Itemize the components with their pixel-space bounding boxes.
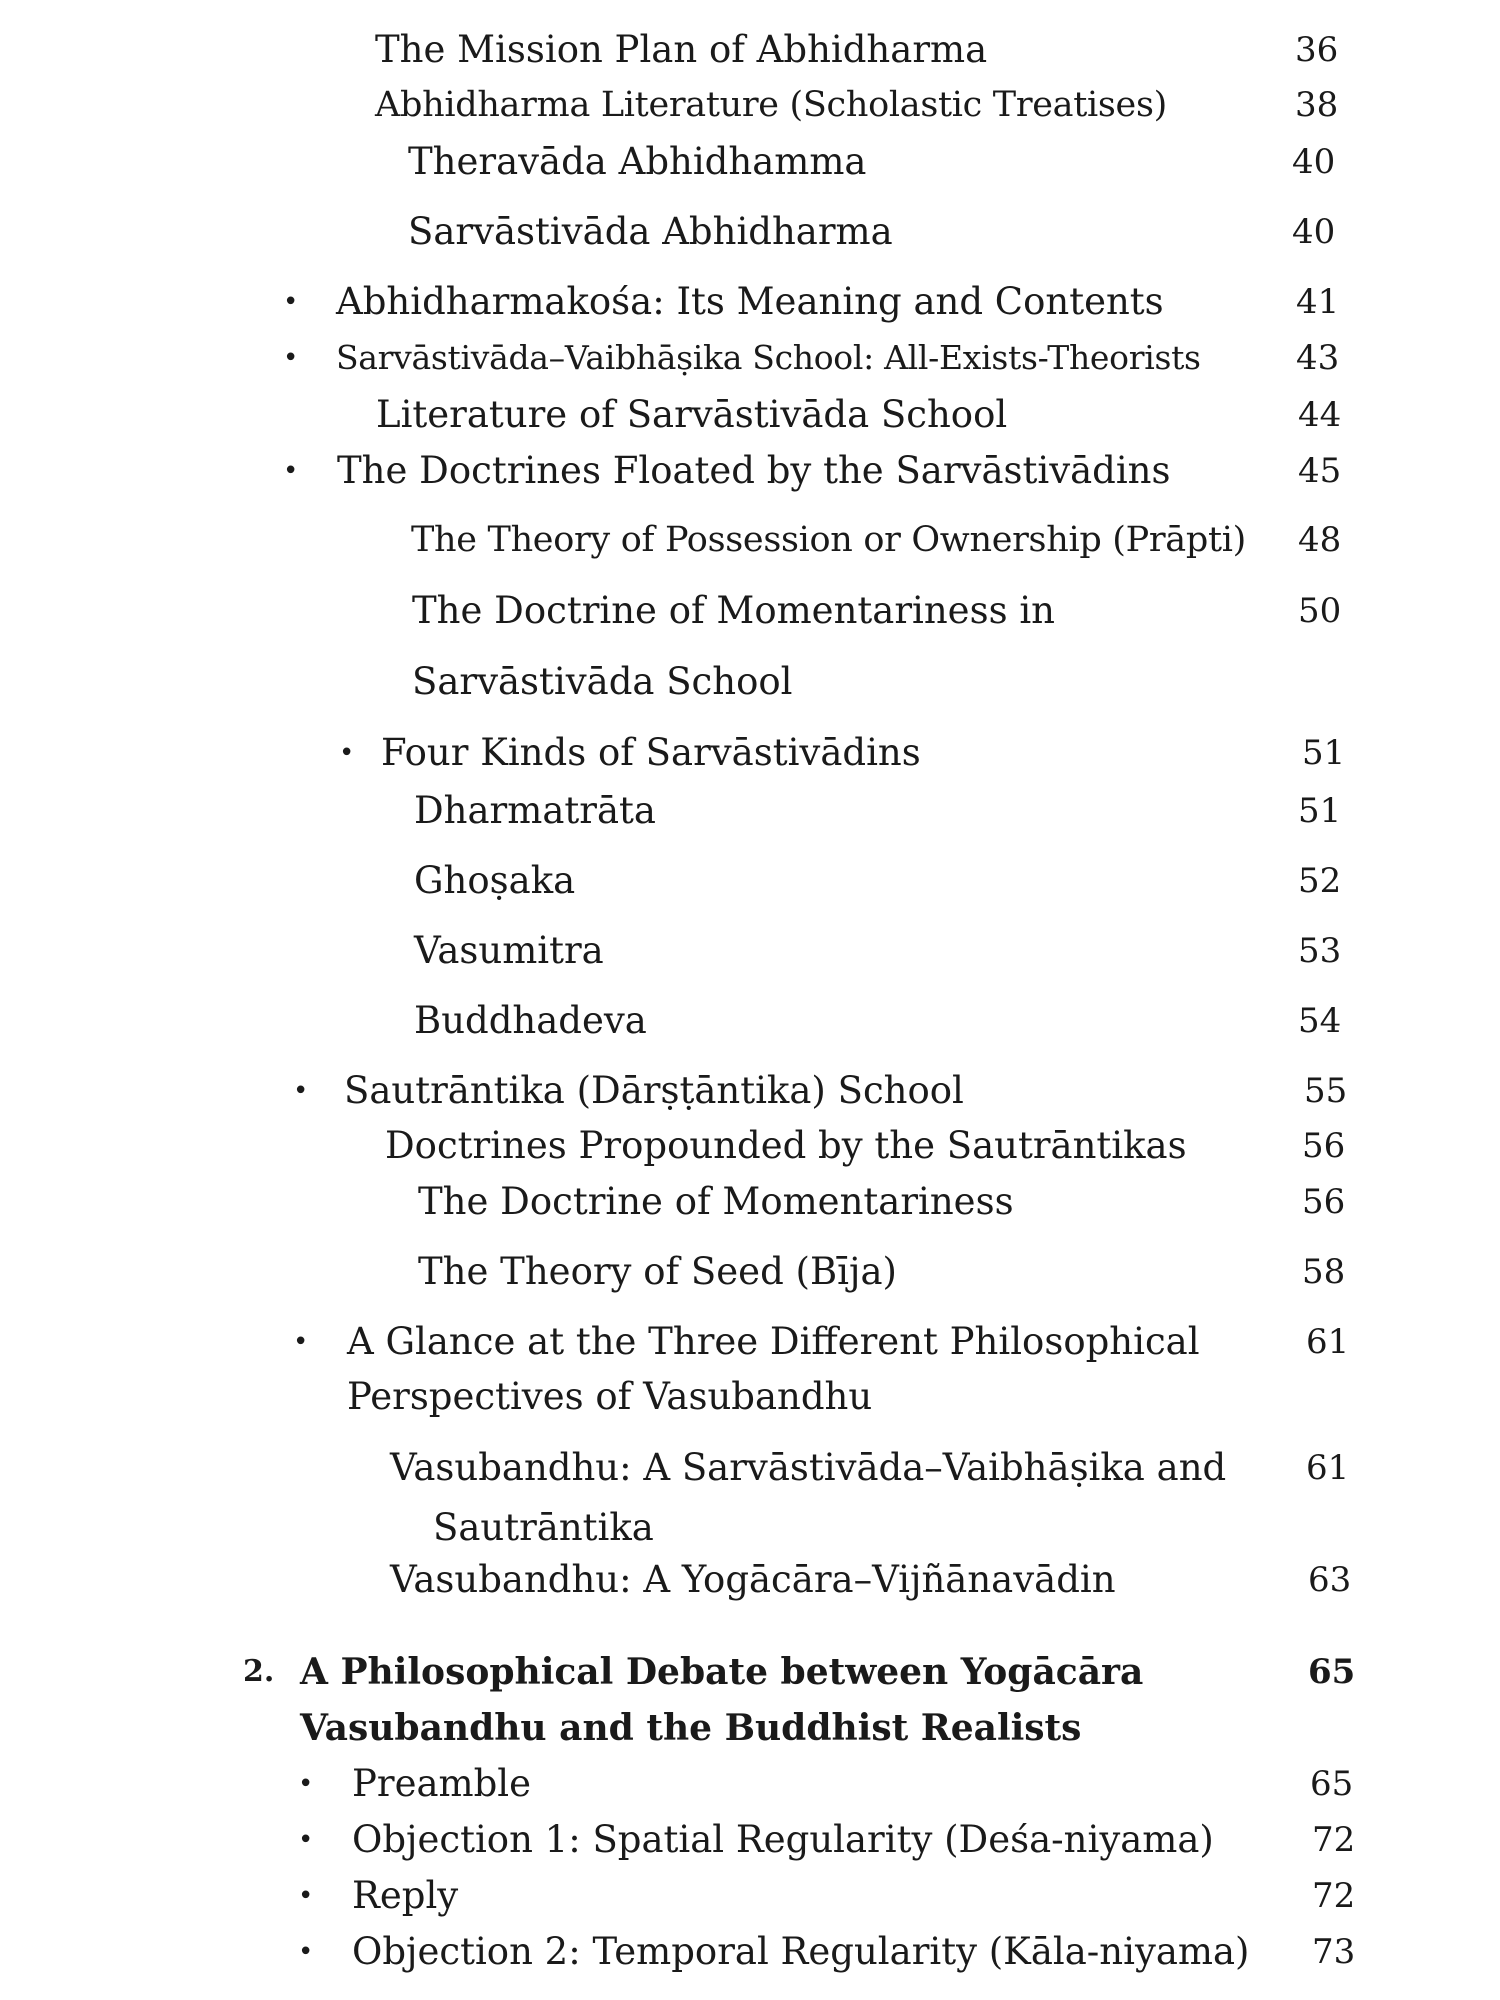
entry-title: Theravāda Abhidhamma [408, 140, 867, 183]
entry-title: Objection 1: Spatial Regularity (Deśa-niyama) [352, 1818, 1214, 1861]
toc-entry[interactable] [0, 1552, 1500, 1608]
chapter-number: 2. [243, 1654, 275, 1689]
entry-title: Vasubandhu: A Sarvāstivāda–Vaibhāṣika and [390, 1446, 1227, 1489]
entry-page: 41 [1296, 282, 1340, 322]
entry-title: Vasubandhu: A Yogācāra–Vijñānavādin [390, 1558, 1116, 1601]
toc-entry[interactable] [0, 77, 1500, 133]
entry-page: 45 [1298, 451, 1342, 491]
bullet-icon: • [283, 343, 299, 373]
entry-title: Doctrines Propounded by the Sautrāntikas [385, 1124, 1187, 1167]
entry-page: 61 [1306, 1322, 1350, 1362]
toc-entry[interactable] [0, 853, 1500, 909]
entry-page: 51 [1302, 733, 1346, 773]
bullet-icon: • [283, 456, 299, 486]
entry-page: 53 [1298, 931, 1342, 971]
bullet-icon: • [293, 1076, 309, 1106]
entry-title: Buddhadeva [414, 999, 647, 1042]
entry-title: Vasumitra [414, 929, 604, 972]
entry-title: Sarvāstivāda–Vaibhāṣika School: All-Exists-Theorists [336, 338, 1201, 377]
bullet-icon: • [293, 1327, 309, 1357]
toc-entry[interactable] [0, 330, 1500, 386]
entry-title: Abhidharma Literature (Scholastic Treatises) [375, 85, 1167, 125]
toc-entry[interactable] [0, 443, 1500, 499]
entry-page: 44 [1298, 395, 1342, 435]
toc-entry-continuation [0, 1700, 1500, 1756]
entry-page: 52 [1298, 861, 1342, 901]
toc-entry[interactable] [0, 22, 1500, 78]
toc-entry[interactable] [0, 583, 1500, 639]
entry-title: Perspectives of Vasubandhu [347, 1375, 873, 1418]
toc-entry[interactable] [0, 1924, 1500, 1980]
entry-title: Ghoṣaka [414, 859, 576, 902]
entry-page: 63 [1308, 1560, 1352, 1600]
entry-title: Reply [352, 1874, 459, 1917]
bullet-icon: • [298, 1881, 314, 1911]
toc-chapter-entry[interactable] [0, 1644, 1500, 1700]
entry-page: 72 [1312, 1876, 1356, 1916]
toc-entry[interactable] [0, 134, 1500, 190]
entry-title: Dharmatrāta [414, 789, 656, 832]
entry-page: 54 [1298, 1001, 1342, 1041]
toc-entry[interactable] [0, 1756, 1500, 1812]
toc-entry[interactable] [0, 1868, 1500, 1924]
entry-page: 43 [1296, 338, 1340, 378]
toc-entry[interactable] [0, 1174, 1500, 1230]
chapter-title: Vasubandhu and the Buddhist Realists [300, 1707, 1082, 1749]
entry-page: 65 [1308, 1652, 1356, 1692]
bullet-icon: • [283, 287, 299, 317]
entry-page: 55 [1304, 1071, 1348, 1111]
entry-title: Sautrāntika (Dārṣṭāntika) School [344, 1069, 964, 1112]
toc-entry[interactable] [0, 1244, 1500, 1300]
entry-title: The Doctrine of Momentariness [418, 1180, 1014, 1223]
entry-title: Sarvāstivāda Abhidharma [408, 210, 893, 253]
entry-page: 40 [1292, 212, 1336, 252]
toc-entry[interactable] [0, 204, 1500, 260]
toc-entry-continuation [0, 654, 1500, 710]
chapter-title: A Philosophical Debate between Yogācāra [300, 1651, 1144, 1693]
toc-entry[interactable] [0, 993, 1500, 1049]
entry-title: Preamble [352, 1762, 532, 1805]
entry-page: 58 [1302, 1252, 1346, 1292]
toc-entry-continuation [0, 1500, 1500, 1556]
entry-page: 48 [1298, 520, 1342, 560]
entry-title: A Glance at the Three Different Philosophical [347, 1320, 1200, 1363]
bullet-icon: • [298, 1769, 314, 1799]
toc-entry[interactable] [0, 1440, 1500, 1496]
toc-entry[interactable] [0, 1063, 1500, 1119]
entry-title: The Mission Plan of Abhidharma [375, 28, 988, 71]
toc-entry[interactable] [0, 783, 1500, 839]
entry-title: Sautrāntika [433, 1506, 654, 1549]
entry-page: 51 [1298, 791, 1342, 831]
entry-page: 40 [1292, 142, 1336, 182]
toc-entry[interactable] [0, 1812, 1500, 1868]
entry-title: The Doctrine of Momentariness in [412, 589, 1055, 632]
bullet-icon: • [339, 738, 355, 768]
toc-entry-continuation [0, 1369, 1500, 1425]
entry-page: 50 [1298, 591, 1342, 631]
entry-title: Four Kinds of Sarvāstivādins [381, 731, 921, 774]
entry-title: The Theory of Possession or Ownership (Prāpti) [411, 520, 1246, 560]
entry-page: 56 [1302, 1182, 1346, 1222]
bullet-icon: • [298, 1937, 314, 1967]
entry-page: 56 [1302, 1126, 1346, 1166]
toc-entry[interactable] [0, 923, 1500, 979]
entry-page: 65 [1310, 1764, 1354, 1804]
toc-entry[interactable] [0, 1314, 1500, 1370]
entry-page: 38 [1295, 85, 1339, 125]
entry-page: 36 [1295, 30, 1339, 70]
entry-page: 72 [1312, 1820, 1356, 1860]
toc-entry[interactable] [0, 725, 1500, 781]
entry-title: Literature of Sarvāstivāda School [376, 393, 1008, 436]
bullet-icon: • [298, 1825, 314, 1855]
toc-entry[interactable] [0, 512, 1500, 568]
entry-page: 61 [1306, 1448, 1350, 1488]
toc-entry[interactable] [0, 274, 1500, 330]
entry-title: The Doctrines Floated by the Sarvāstivādins [337, 449, 1171, 492]
entry-title: Objection 2: Temporal Regularity (Kāla-niyama) [352, 1930, 1250, 1973]
entry-title: Sarvāstivāda School [412, 660, 793, 703]
entry-title: The Theory of Seed (Bīja) [418, 1250, 897, 1293]
entry-page: 73 [1312, 1932, 1356, 1972]
entry-title: Abhidharmakośa: Its Meaning and Contents [336, 280, 1164, 323]
toc-entry[interactable] [0, 1118, 1500, 1174]
toc-entry[interactable] [0, 387, 1500, 443]
